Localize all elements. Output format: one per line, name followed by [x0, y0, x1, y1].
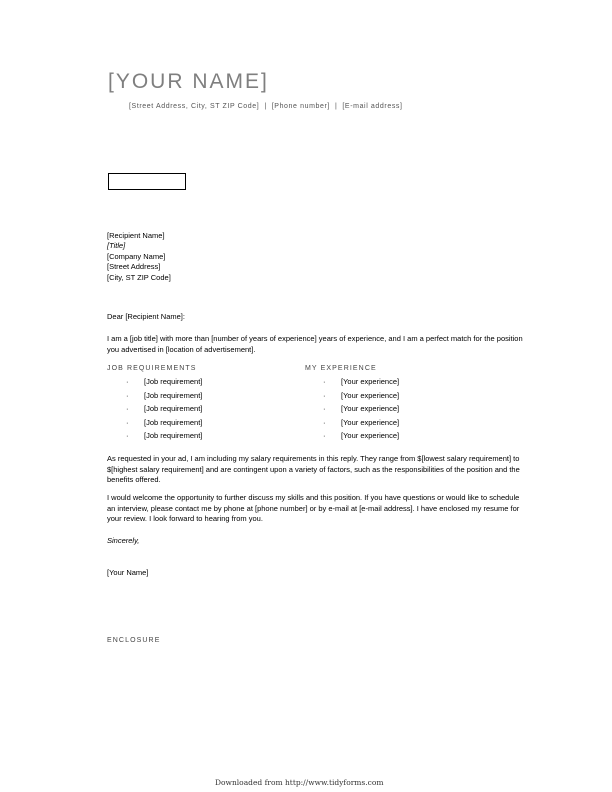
recipient-company: [Company Name] — [107, 251, 166, 261]
contact-line — [129, 103, 403, 110]
footer-link[interactable]: http://www.tidyforms.com — [284, 778, 384, 787]
bullet: · — [126, 390, 129, 400]
sender-address: [Street Address, City, ST ZIP Code] — [129, 103, 260, 110]
bullet: · — [323, 404, 326, 414]
date-box[interactable] — [108, 173, 186, 190]
my-experience-list — [323, 377, 483, 447]
recipient-city: [City, ST ZIP Code] — [107, 272, 171, 282]
recipient-street: [Street Address] — [107, 262, 161, 272]
requirement-text: [Job requirement] — [144, 377, 203, 386]
job-requirements-heading: JOB REQUIREMENTS — [107, 365, 197, 372]
bullet: · — [323, 417, 326, 427]
footer-prefix: Downloaded from — [215, 778, 283, 787]
recipient-block — [107, 231, 171, 283]
my-experience-heading: MY EXPERIENCE — [305, 365, 377, 372]
sender-email: [E-mail address] — [342, 103, 403, 110]
bullet: · — [323, 431, 326, 441]
experience-text: [Your experience] — [341, 390, 400, 400]
requirement-text: [Job requirement] — [144, 417, 203, 427]
experience-text: [Your experience] — [341, 431, 400, 441]
requirement-text: [Job requirement] — [144, 431, 203, 441]
recipient-name: [Recipient Name] — [107, 231, 165, 240]
experience-text: [Your experience] — [341, 377, 400, 386]
intro-paragraph: I am a [job title] with more than [number of years of experience] years of experience, and I am a perfect match for the position you advertised in [location of advertisement]. — [107, 334, 523, 354]
salutation: Dear [Recipient Name]: — [107, 312, 185, 321]
salary-paragraph: As requested in your ad, I am including my salary requirements in this reply. They range from $[lowest salary requirement] to $[highest salary requirement] and are contingent upon a variety of factors, such as the responsibilities of the position and the benefits offered. — [107, 454, 520, 484]
complimentary-close: Sincerely, — [107, 536, 140, 545]
sender-phone: [Phone number] — [271, 103, 330, 110]
requirement-text: [Job requirement] — [144, 404, 203, 414]
experience-text: [Your experience] — [341, 417, 400, 427]
job-requirements-list — [126, 377, 286, 447]
bullet: · — [323, 377, 326, 386]
footer — [215, 778, 383, 787]
bullet: · — [126, 377, 129, 386]
closing-paragraph: I would welcome the opportunity to further discuss my skills and this position. If you have questions or would like to schedule an interview, please contact me by phone at [phone number] or by e-mail at [e-mail address]. I have enclosed my resume for your review. I look forward to hearing from you. — [107, 493, 520, 523]
bullet: · — [126, 417, 129, 427]
experience-text: [Your experience] — [341, 404, 400, 414]
bullet: · — [126, 431, 129, 441]
bullet: · — [323, 390, 326, 400]
recipient-title: [Title] — [107, 241, 126, 251]
requirement-text: [Job requirement] — [144, 390, 203, 400]
separator: | — [334, 103, 338, 110]
enclosure-label: ENCLOSURE — [107, 637, 161, 644]
sender-name: [YOUR NAME] — [108, 70, 269, 93]
separator: | — [264, 103, 267, 110]
signature-name: [Your Name] — [107, 568, 149, 577]
bullet: · — [126, 404, 129, 414]
